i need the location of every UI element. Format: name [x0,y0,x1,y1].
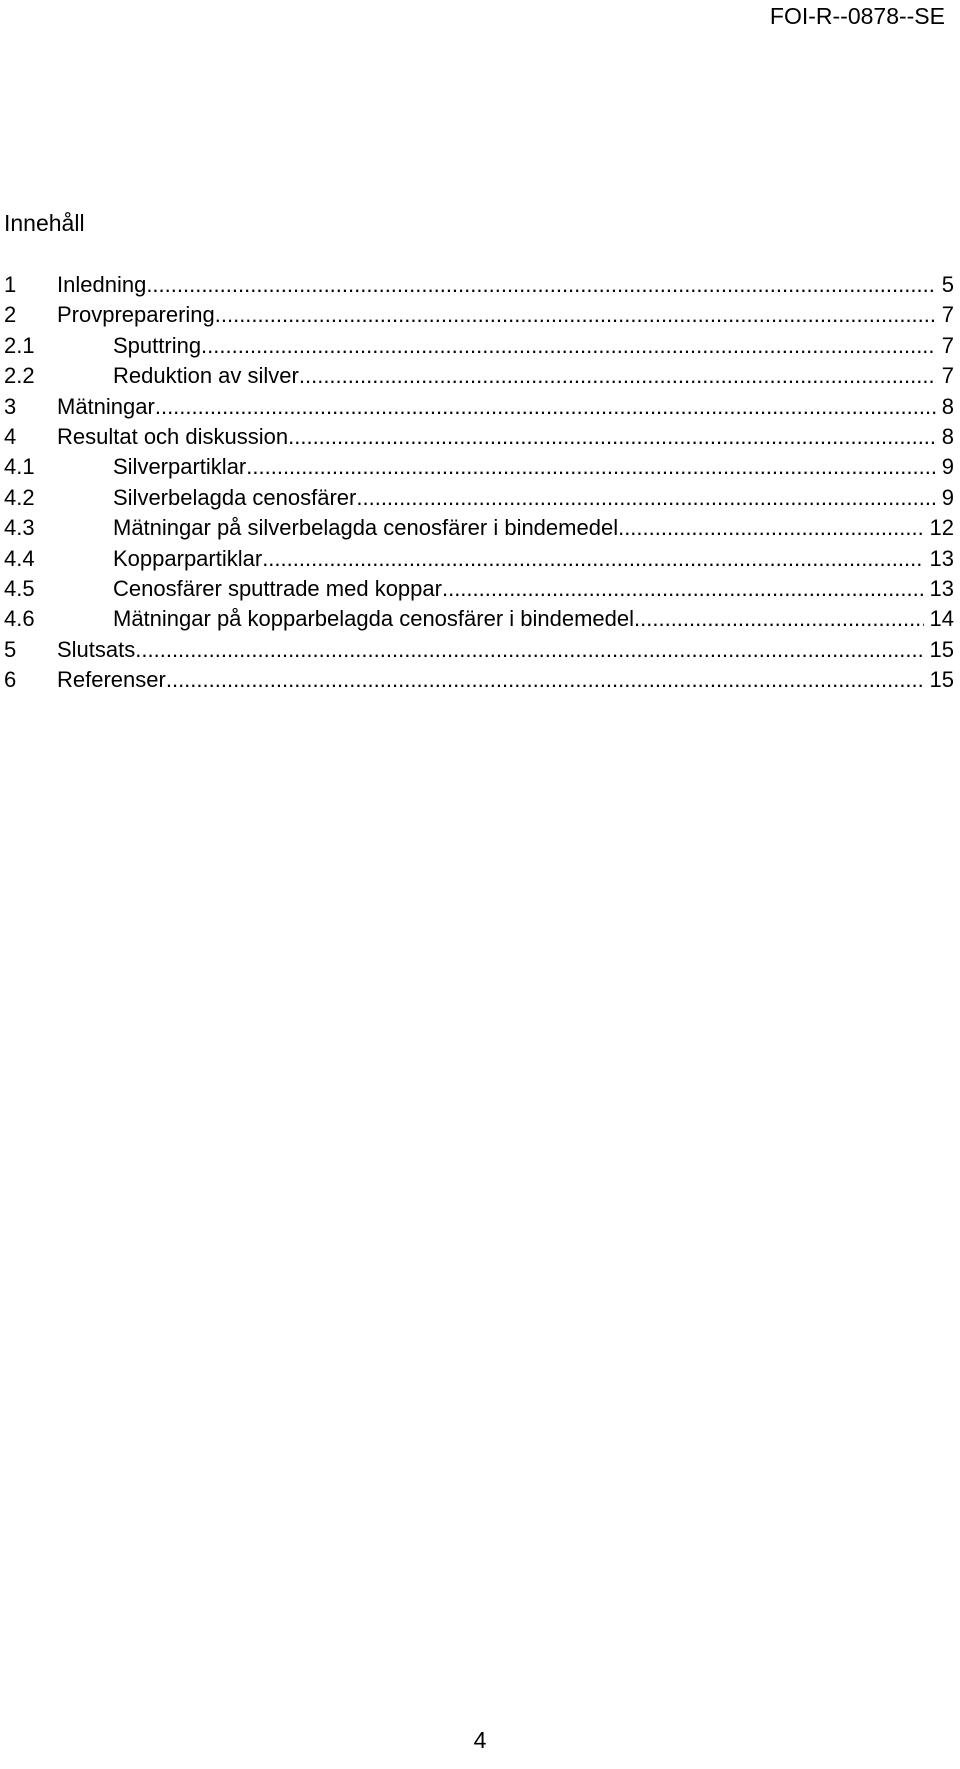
toc-entry[interactable] [4,604,954,634]
toc-entry-title: Mätningar på silverbelagda cenosfärer i bindemedel [113,515,619,541]
toc-entry[interactable] [4,513,954,543]
toc-entry-page: 13 [929,575,954,601]
toc-dot-leader [288,422,936,452]
toc-entry-title: Cenosfärer sputtrade med koppar [113,575,442,601]
toc-entry-number: 4.3 [4,515,35,541]
toc-dot-leader [207,331,936,361]
toc-entry-title: Provpreparering [57,302,215,328]
toc-entry-title: Mätningar på kopparbelagda cenosfärer i bindemedel [113,606,635,632]
toc-entry-title: Sputtring. [113,332,208,358]
toc-entry-number: 2.1 [4,332,35,358]
toc-entry-title: Silverbelagda cenosfärer [113,484,357,510]
document-id: FOI-R--0878--SE [769,3,945,29]
toc-dot-leader [299,361,936,391]
toc-entry-page: 15 [929,667,954,693]
toc-entry-number: 4.2 [4,484,35,510]
toc-entry-page: 12 [929,515,954,541]
toc-entry-number: 1 [4,272,17,297]
toc-entry-title: Reduktion av silver [113,363,299,389]
toc-dot-leader [135,635,923,665]
toc-entry[interactable] [4,270,954,300]
toc-dot-leader [146,270,935,300]
toc-dot-leader [356,483,935,513]
toc-entry[interactable] [4,300,954,330]
toc-entry[interactable] [4,483,954,513]
toc-entry-title: Slutsats [57,636,136,662]
toc-entry-page: 8 [941,393,954,419]
toc-dot-leader [634,604,924,634]
toc-entry-page: 15 [929,636,954,662]
toc-dot-leader [618,513,923,543]
toc-entry[interactable] [4,392,954,422]
toc-entry-page: 13 [929,545,954,571]
toc-entry-page: 7 [941,332,954,358]
toc-entry-page: 7 [941,363,954,389]
toc-dot-leader [246,452,935,482]
toc-entry-page: 9 [941,454,954,480]
page-number: 4 [473,1727,487,1753]
toc-entry-page: 14 [929,606,954,632]
toc-entry-number: 5 [4,636,17,662]
toc-entry-page: 8 [941,423,954,449]
toc-entry[interactable] [4,361,954,391]
toc-entry-title: Referenser [57,667,166,693]
toc-entry[interactable] [4,452,954,482]
toc-entry[interactable] [4,422,954,452]
toc-entry-number: 4 [4,423,17,449]
toc-entry-number: 4.6 [4,606,35,632]
toc-entry-number: 4.4 [4,545,35,571]
toc-entry-page: 5 [941,272,954,297]
toc-entry-number: 2 [4,302,17,328]
toc-entry-page: 7 [941,302,954,328]
table-of-contents [4,270,954,695]
toc-dot-leader [442,574,924,604]
toc-entry-title: Resultat och diskussion [57,423,289,449]
toc-entry-title: Kopparpartiklar [113,545,263,571]
toc-entry[interactable] [4,635,954,665]
toc-entry[interactable] [4,544,954,574]
toc-entry-page: 9 [941,484,954,510]
toc-entry-title: Mätningar [57,393,155,419]
toc-entry-number: 4.5 [4,575,35,601]
toc-entry-number: 2.2 [4,363,35,389]
toc-dot-leader [155,392,936,422]
toc-heading: Innehåll [4,210,85,236]
toc-dot-leader [262,544,923,574]
toc-entry[interactable] [4,665,954,695]
toc-dot-leader [215,300,936,330]
toc-entry-number: 6 [4,667,17,693]
toc-entry-number: 4.1 [4,454,35,480]
toc-entry[interactable] [4,331,954,361]
toc-entry-title: Silverpartiklar [113,454,247,480]
toc-entry[interactable] [4,574,954,604]
toc-entry-number: 3 [4,393,17,419]
toc-entry-title: Inledning [57,272,147,297]
toc-dot-leader [166,665,924,695]
